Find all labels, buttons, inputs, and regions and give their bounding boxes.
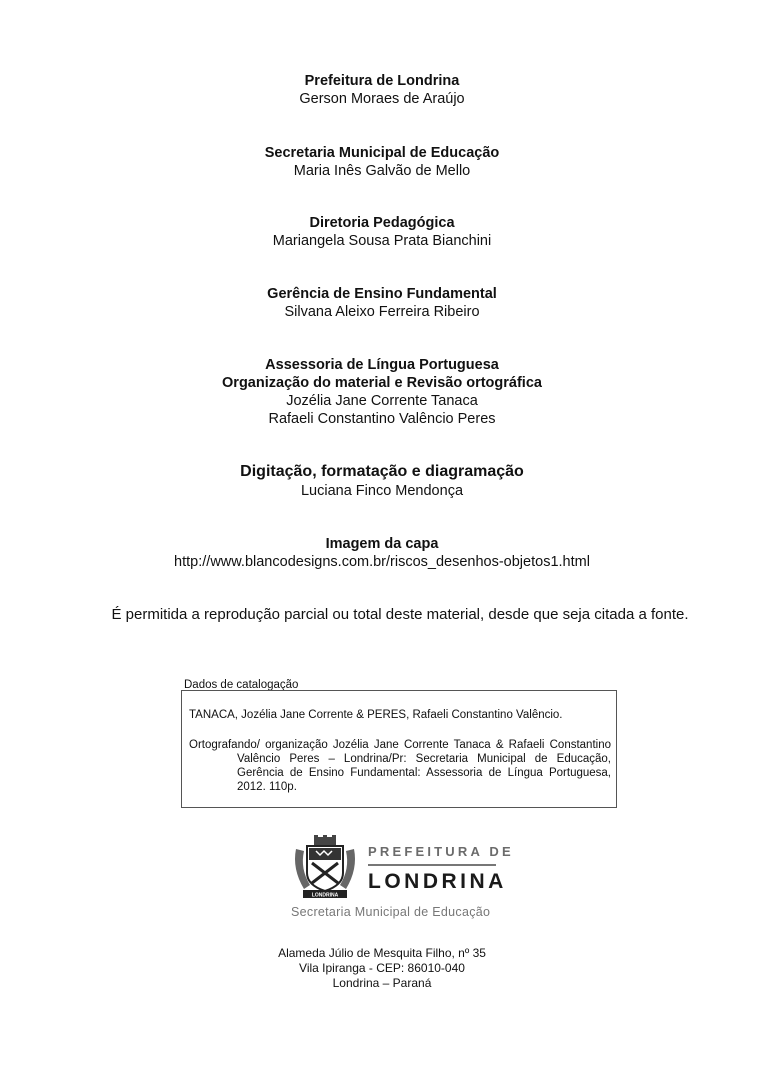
logo-divider — [368, 864, 496, 866]
reproduction-notice: É permitida a reprodução parcial ou total deste material, desde que seja citada a fonte. — [111, 606, 689, 623]
credit-secretaria — [0, 144, 764, 180]
crest-banner-text: LONDRINA — [311, 892, 339, 899]
credit-prefeitura — [0, 72, 764, 108]
prefeitura-logo — [288, 835, 514, 925]
credit-subheading: Organização do material e Revisão ortográfica — [222, 375, 542, 391]
address — [0, 946, 764, 991]
cover-image-url: http://www.blancodesigns.com.br/riscos_desenhos-objetos1.html — [174, 554, 590, 570]
credit-heading: Diretoria Pedagógica — [309, 215, 455, 231]
credit-name: Maria Inês Galvão de Mello — [293, 163, 471, 179]
credit-name: Rafaeli Constantino Valêncio Peres — [268, 411, 496, 427]
catalog-entry-title: Ortografando/ organização Jozélia Jane Corrente Tanaca & Rafaeli Constantino Valêncio Peres – Londrina/Pr: Secretaria Municipal de Educação, Gerência de Ensino Fundamental: Assessoria de Língua Portuguesa, 2012. 110p. — [189, 739, 611, 793]
credit-heading: Digitação, formatação e diagramação — [240, 463, 524, 480]
credit-name: Mariangela Sousa Prata Bianchini — [272, 233, 492, 249]
logo-secretaria: Secretaria Municipal de Educação — [291, 905, 491, 919]
credit-imagem-capa — [0, 535, 764, 571]
credit-diretoria — [0, 214, 764, 250]
credit-heading: Imagem da capa — [325, 536, 439, 552]
address-city: Londrina – Paraná — [332, 976, 432, 990]
credit-heading: Assessoria de Língua Portuguesa — [265, 357, 499, 373]
credit-digitacao — [0, 462, 764, 500]
logo-city-name: LONDRINA — [368, 870, 507, 893]
credit-heading: Prefeitura de Londrina — [304, 73, 460, 89]
credit-heading: Secretaria Municipal de Educação — [264, 145, 500, 161]
catalog-box — [181, 690, 617, 808]
credit-name: Luciana Finco Mendonça — [300, 483, 464, 499]
credit-name: Gerson Moraes de Araújo — [299, 91, 465, 107]
credit-gerencia — [0, 285, 764, 321]
logo-prefeitura-de: PREFEITURA DE — [368, 844, 514, 859]
credit-name: Silvana Aleixo Ferreira Ribeiro — [284, 304, 480, 320]
credit-heading: Gerência de Ensino Fundamental — [267, 286, 497, 302]
coat-of-arms-icon — [290, 835, 360, 901]
credit-assessoria — [0, 356, 764, 428]
catalog-entry-authors: TANACA, Jozélia Jane Corrente & PERES, Rafaeli Constantino Valêncio. — [189, 709, 563, 721]
address-street: Alameda Júlio de Mesquita Filho, nº 35 — [278, 946, 486, 960]
address-district: Vila Ipiranga - CEP: 86010-040 — [299, 961, 465, 975]
catalog-label: Dados de catalogação — [184, 679, 299, 691]
credit-name: Jozélia Jane Corrente Tanaca — [286, 393, 478, 409]
